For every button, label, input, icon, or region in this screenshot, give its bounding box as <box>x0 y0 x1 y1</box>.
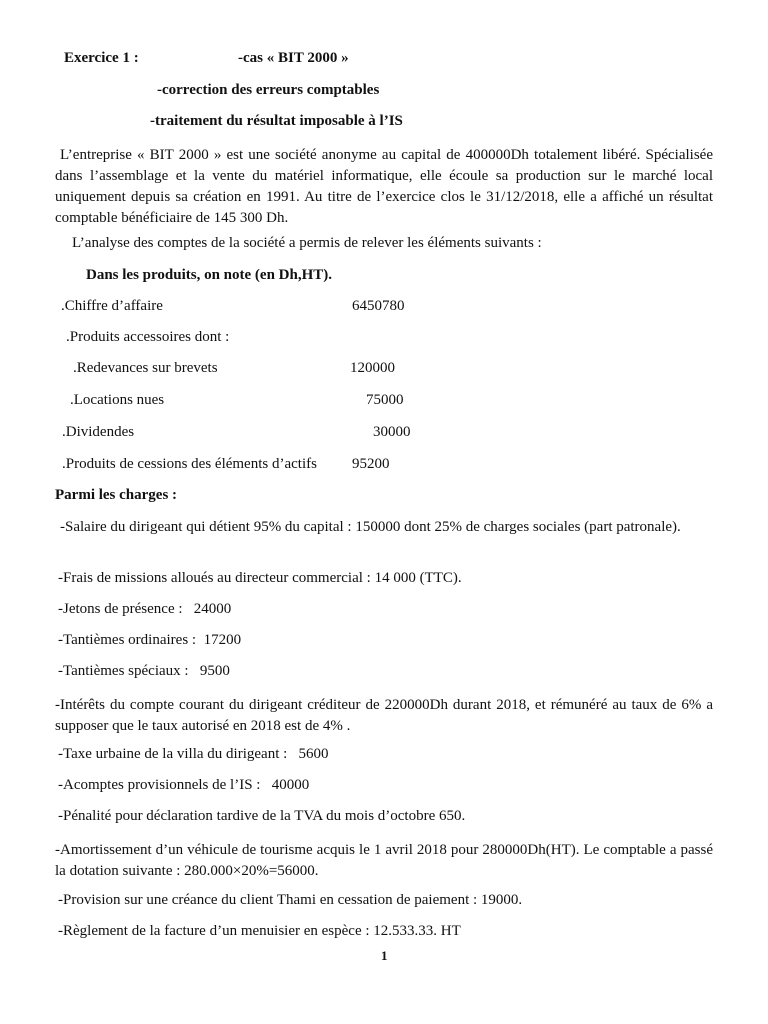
exercise-subject-case: -cas « BIT 2000 » <box>238 50 349 66</box>
produits-heading: Dans les produits, on note (en Dh,HT). <box>86 267 333 283</box>
analysis-sentence: L’analyse des comptes de la société a permis de relever les éléments suivants : <box>72 235 542 251</box>
produit-label: .Produits de cessions des éléments d’actifs <box>62 456 317 472</box>
page-number: 1 <box>381 948 388 963</box>
exercise-subject-treatment: -traitement du résultat imposable à l’IS <box>150 113 403 129</box>
charge-item: -Acomptes provisionnels de l’IS : 40000 <box>58 777 310 793</box>
exercise-subject-correction: -correction des erreurs comptables <box>157 82 380 98</box>
charge-item: -Tantièmes ordinaires : 17200 <box>58 632 242 648</box>
produit-value: 75000 <box>366 392 404 408</box>
intro-paragraph: L’entreprise « BIT 2000 » est une société anonyme au capital de 400000Dh totalement libéré. Spécialisée dans l’assemblage et la vente du matériel informatique, elle écoule sa production sur le marché local uniquement depuis sa création en 1991. Au titre de l’exercice clos le 31/12/2018, elle a affiché un résultat comptable bénéficiaire de 145 300 Dh. <box>55 147 713 226</box>
charge-item: -Salaire du dirigeant qui détient 95% du capital : 150000 dont 25% de charges sociales (part patronale). <box>60 519 681 535</box>
produit-label: .Redevances sur brevets <box>73 360 218 376</box>
produit-value: 30000 <box>373 424 411 440</box>
produit-value: 120000 <box>350 360 395 376</box>
produit-value: 6450780 <box>352 298 405 314</box>
produit-label: .Produits accessoires dont : <box>66 329 230 345</box>
charge-item: -Intérêts du compte courant du dirigeant créditeur de 220000Dh durant 2018, et rémunéré au taux de 6% a supposer que le taux autorisé en 2018 est de 4% . <box>55 697 713 734</box>
charge-item: -Règlement de la facture d’un menuisier en espèce : 12.533.33. HT <box>58 923 461 939</box>
charges-heading: Parmi les charges : <box>55 487 178 503</box>
charge-item: -Pénalité pour déclaration tardive de la TVA du mois d’octobre 650. <box>58 808 466 824</box>
produit-label: .Locations nues <box>70 392 165 408</box>
produit-label: .Dividendes <box>62 424 135 440</box>
charge-item: -Tantièmes spéciaux : 9500 <box>58 663 230 679</box>
produit-label: .Chiffre d’affaire <box>61 298 163 314</box>
charge-item: -Amortissement d’un véhicule de tourisme acquis le 1 avril 2018 pour 280000Dh(HT). Le comptable a passé la dotation suivante : 280.000×20%=56000. <box>55 842 713 879</box>
charge-item: -Frais de missions alloués au directeur commercial : 14 000 (TTC). <box>58 570 462 586</box>
charge-item: -Jetons de présence : 24000 <box>58 601 232 617</box>
exercise-label: Exercice 1 : <box>64 50 139 66</box>
charge-item: -Taxe urbaine de la villa du dirigeant : 5600 <box>58 746 329 762</box>
charge-item: -Provision sur une créance du client Thami en cessation de paiement : 19000. <box>58 892 523 908</box>
produit-value: 95200 <box>352 456 390 472</box>
